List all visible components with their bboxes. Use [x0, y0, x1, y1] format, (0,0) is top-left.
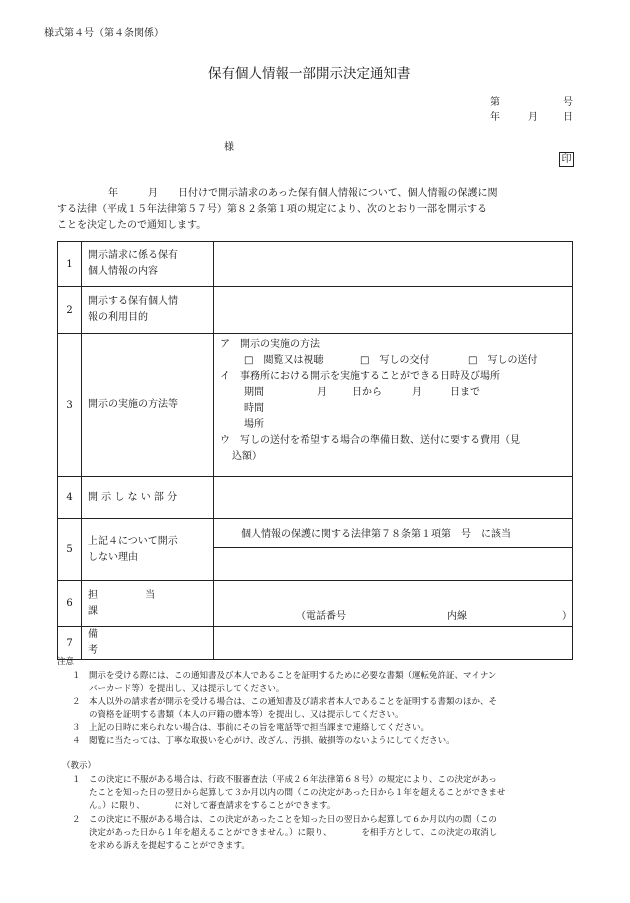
- note-item: の資格を証明する書類（本人の戸籍の謄本等）を提出し、又は提示してください。: [72, 710, 404, 720]
- time-label: 時間: [244, 403, 264, 414]
- row-number: 6: [58, 581, 82, 627]
- instruction-item: ２ この決定に不服がある場合は、この決定があったことを知った日の翌日から起算して６か月以内の間（この: [72, 815, 497, 825]
- note-item: ２ 本人以外の請求者が開示を受ける場合は、この通知書及び請求者本人であることを証明する書類のほか、そ: [72, 697, 498, 707]
- row-label: 担 当 課: [82, 581, 214, 627]
- period-month-2: 月: [412, 387, 422, 398]
- row-number: 4: [58, 477, 82, 519]
- form-number: 様式第４号（第４条関係）: [44, 28, 164, 39]
- option-view-checkbox[interactable]: □ 閲覧又は視聴: [244, 355, 324, 366]
- place-label: 場所: [244, 419, 264, 430]
- reason-divider: [214, 547, 572, 548]
- instruction-item: ん。）に限り、 に対して審査請求をすることができます。: [72, 801, 336, 811]
- table-row: [58, 627, 573, 660]
- table-row: [58, 477, 573, 519]
- row-number: 1: [58, 242, 82, 287]
- instruction-item: １ この決定に不服がある場合は、行政不服審査法（平成２６年法律第６８号）の規定により、この決定があっ: [72, 775, 497, 785]
- table-row: [58, 581, 573, 627]
- method-u-line2: 込額）: [232, 451, 262, 462]
- contact-cell: [214, 581, 573, 627]
- option-mail-checkbox[interactable]: □ 写しの送付: [468, 355, 538, 366]
- doc-number-prefix: 第: [490, 97, 500, 108]
- period-from: 日から: [352, 387, 382, 398]
- row-number: 3: [58, 334, 82, 477]
- table-row: [58, 334, 573, 477]
- row-label: 開示する保有個人情 報の利用目的: [82, 287, 214, 334]
- note-item: ３ 上記の日時に来られない場合は、事前にその旨を電話等で担当課まで連絡してください。: [72, 723, 430, 733]
- row-number: 2: [58, 287, 82, 334]
- row-number: 5: [58, 519, 82, 581]
- instruction-item: を求める訴えを提起することができます。: [72, 841, 250, 851]
- addressee-suffix: 様: [224, 142, 234, 153]
- option-copy-checkbox[interactable]: □ 写しの交付: [360, 355, 430, 366]
- period-to: 日まで: [450, 387, 480, 398]
- row-number: 7: [58, 627, 82, 660]
- row-label: 備 考: [82, 627, 214, 660]
- seal-mark: 印: [559, 152, 574, 167]
- intro-line1: 日付けで開示請求のあった保有個人情報について、個人情報の保護に関: [178, 188, 498, 199]
- note-item: バーカード等）を提出し、又は提示してください。: [72, 684, 285, 694]
- reason-text: 個人情報の保護に関する法律第７８条第１項第 号 に該当: [241, 529, 511, 540]
- doc-number-suffix: 号: [563, 97, 573, 108]
- usage-purpose-cell[interactable]: [214, 287, 573, 334]
- intro-line2: する法律（平成１５年法律第５７号）第８２条第１項の規定により、次のとおり一部を開示する: [57, 204, 487, 215]
- method-cell: [214, 334, 573, 477]
- method-i-title: イ 事務所における開示を実施することができる日時及び場所: [220, 371, 500, 382]
- remarks-cell[interactable]: [214, 627, 573, 660]
- intro-line3: ことを決定したので通知します。: [57, 220, 207, 231]
- table-row: [58, 287, 573, 334]
- note-item: １ 開示を受ける際には、この通知書及び本人であることを証明するために必要な書類（運転免許証、マイナン: [72, 671, 497, 681]
- period-label: 期間: [244, 387, 264, 398]
- table-row: [58, 519, 573, 581]
- notes-heading: 注意: [57, 657, 75, 667]
- intro-year: 年: [108, 188, 118, 199]
- undisclosed-part-cell[interactable]: [214, 477, 573, 519]
- intro-month: 月: [148, 188, 158, 199]
- disclosure-table: [57, 241, 573, 660]
- instruction-item: 決定があった日から１年を超えることができません。）に限り、 を相手方として、この決定の取消し: [72, 828, 498, 838]
- row-label: 開示の実施の方法等: [82, 334, 214, 477]
- page-title: 保有個人情報一部開示決定通知書: [208, 66, 411, 82]
- table-row: [58, 242, 573, 287]
- extension-label: 内線: [447, 611, 467, 622]
- phone-open: （電話番号: [296, 611, 346, 622]
- row-label: 開示請求に係る保有 個人情報の内容: [82, 242, 214, 287]
- row-label: 開 示 し な い 部 分: [82, 477, 214, 519]
- method-a-title: ア 開示の実施の方法: [220, 339, 320, 350]
- content-cell[interactable]: [214, 242, 573, 287]
- phone-close: ）: [562, 611, 572, 622]
- date-month: 月: [528, 112, 538, 123]
- instruction-heading: （教示）: [62, 761, 97, 771]
- period-month-1: 月: [317, 387, 327, 398]
- reason-cell: [214, 519, 573, 581]
- date-year: 年: [490, 112, 500, 123]
- row-label: 上記４について開示 しない理由: [82, 519, 214, 581]
- method-u-line1: ウ 写しの送付を希望する場合の準備日数、送付に要する費用（見: [220, 435, 520, 446]
- date-day: 日: [563, 112, 573, 123]
- instruction-item: たことを知った日の翌日から起算して３か月以内の間（この決定があった日から１年を超えることができませ: [72, 788, 506, 798]
- note-item: ４ 閲覧に当たっては、丁寧な取扱いを心がけ、改ざん、汚損、破損等のないようにしてください。: [72, 736, 455, 746]
